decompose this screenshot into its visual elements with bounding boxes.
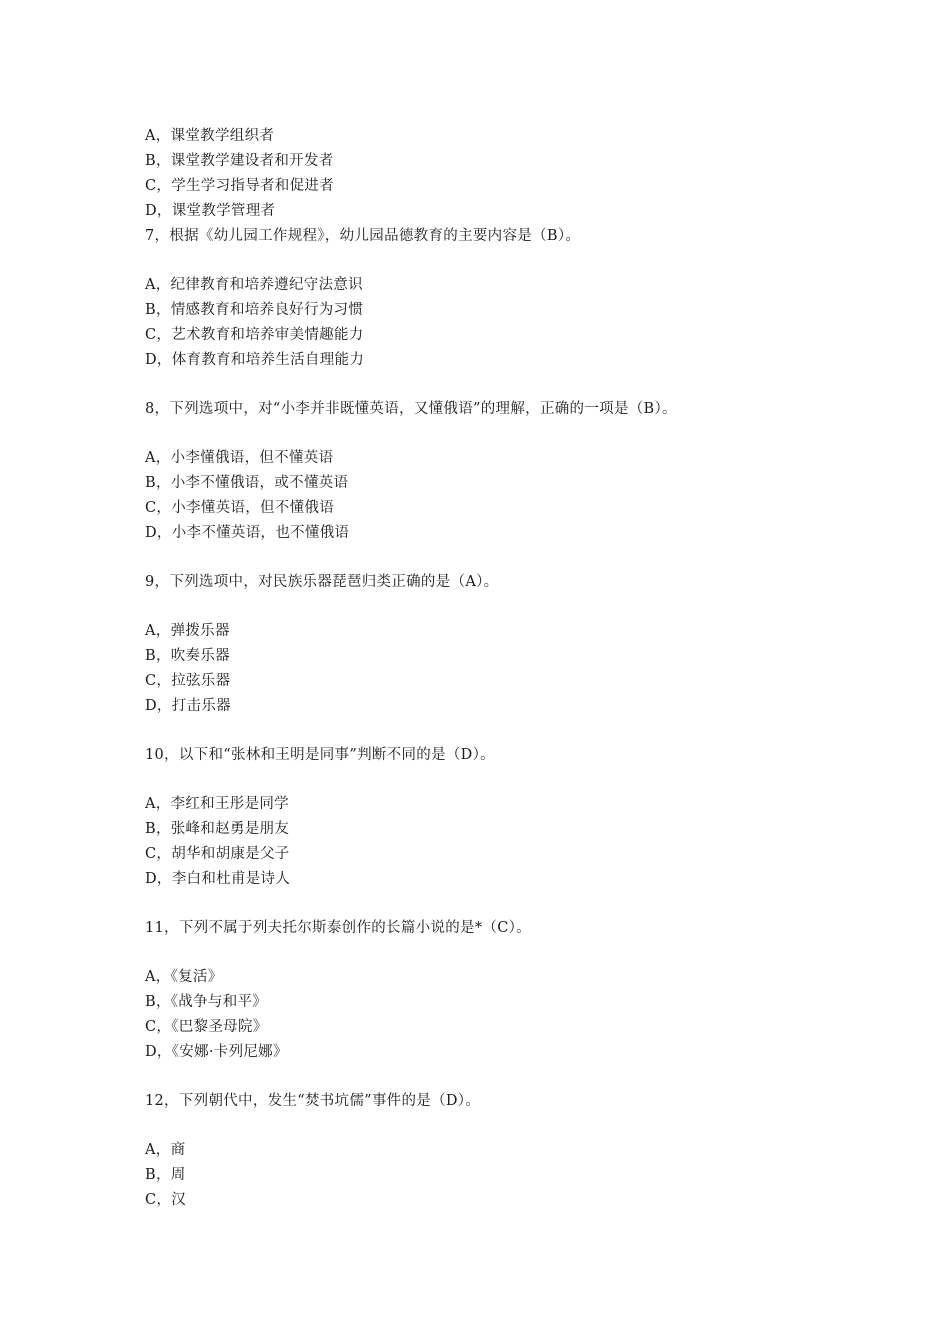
option-c: C，汉 (145, 1192, 186, 1208)
question-block-11 (145, 916, 905, 1065)
option-a: A，纪律教育和培养遵纪守法意识 (145, 277, 363, 293)
option-c: C，小李懂英语，但不懂俄语 (145, 500, 334, 516)
option-a: A，弹拨乐器 (145, 623, 230, 639)
spacer (145, 1065, 905, 1089)
option-a: A，课堂教学组织者 (145, 128, 275, 144)
option-d: D，小李不懂英语，也不懂俄语 (145, 525, 350, 541)
spacer (145, 373, 905, 397)
option-b: B，吹奏乐器 (145, 648, 230, 664)
spacer (145, 719, 905, 743)
option-d: D，课堂教学管理者 (145, 203, 276, 219)
option-b: B，课堂教学建设者和开发者 (145, 153, 334, 169)
option-c: C，艺术教育和培养审美情趣能力 (145, 327, 364, 343)
spacer (145, 941, 905, 965)
option-a: A，小李懂俄语，但不懂英语 (145, 450, 334, 466)
question-text: 7，根据《幼儿园工作规程》，幼儿园品德教育的主要内容是（B）。 (145, 228, 581, 244)
question-block-9 (145, 570, 905, 719)
option-d: D，李白和杜甫是诗人 (145, 871, 291, 887)
option-a: A，商 (145, 1142, 186, 1158)
question-block-12 (145, 1089, 905, 1213)
option-d: D，《安娜·卡列尼娜》 (145, 1044, 288, 1060)
question-block-8 (145, 397, 905, 546)
question-text: 8，下列选项中，对“小李并非既懂英语，又懂俄语”的理解，正确的一项是（B）。 (145, 401, 677, 417)
question-block-10 (145, 743, 905, 892)
option-a: A，《复活》 (145, 969, 223, 985)
spacer (145, 422, 905, 446)
option-d: D，体育教育和培养生活自理能力 (145, 352, 365, 368)
spacer (145, 595, 905, 619)
question-text: 12，下列朝代中，发生“焚书坑儒”事件的是（D）。 (145, 1093, 481, 1109)
document-page (145, 124, 905, 1213)
option-b: B，小李不懂俄语，或不懂英语 (145, 475, 349, 491)
question-text: 11，下列不属于列夫托尔斯泰创作的长篇小说的是*（C）。 (145, 920, 531, 936)
spacer (145, 768, 905, 792)
option-b: B，情感教育和培养良好行为习惯 (145, 302, 364, 318)
question-block-7 (145, 224, 905, 373)
option-b: B，周 (145, 1167, 186, 1183)
question-text: 10，以下和“张林和王明是同事”判断不同的是（D）。 (145, 747, 495, 763)
option-d: D，打击乐器 (145, 698, 231, 714)
option-a: A，李红和王彤是同学 (145, 796, 289, 812)
option-c: C，学生学习指导者和促进者 (145, 178, 334, 194)
option-c: C，《巴黎圣母院》 (145, 1019, 268, 1035)
option-b: B，《战争与和平》 (145, 994, 268, 1010)
question-block-6-options (145, 124, 905, 224)
option-b: B，张峰和赵勇是朋友 (145, 821, 290, 837)
spacer (145, 892, 905, 916)
spacer (145, 1114, 905, 1138)
question-text: 9，下列选项中，对民族乐器琵琶归类正确的是（A）。 (145, 574, 499, 590)
option-c: C，拉弦乐器 (145, 673, 231, 689)
spacer (145, 249, 905, 273)
option-c: C，胡华和胡康是父子 (145, 846, 290, 862)
spacer (145, 546, 905, 570)
